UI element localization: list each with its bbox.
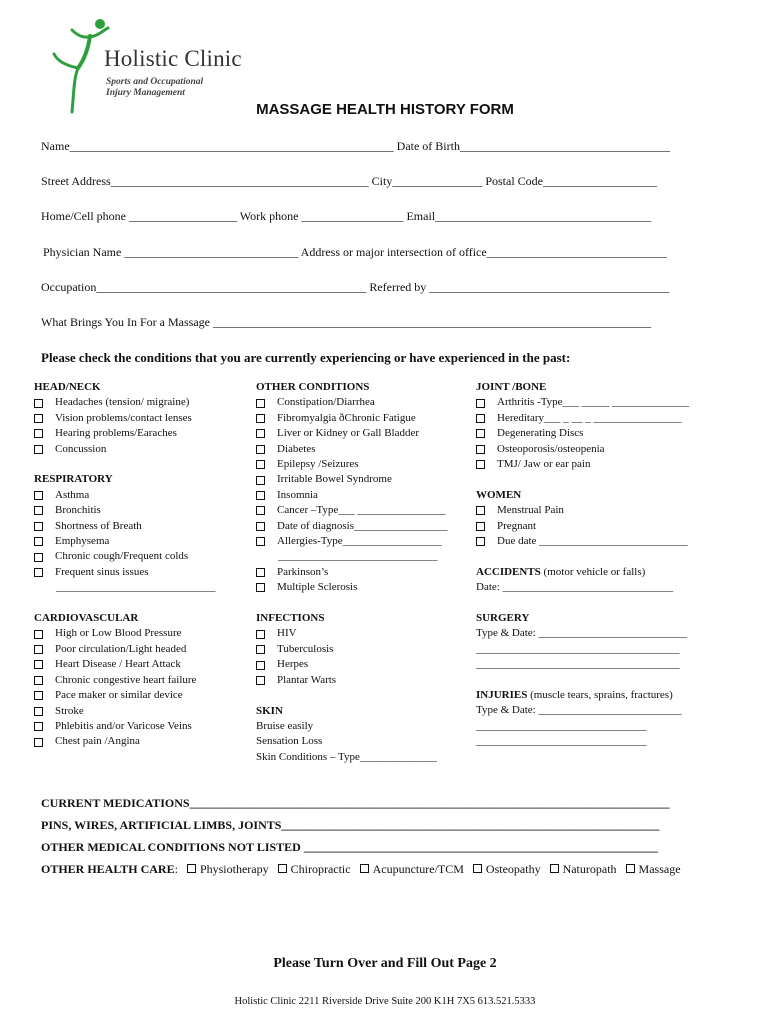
- other-health-care-label: OTHER HEALTH CARE: [41, 862, 175, 876]
- other-conditions-field[interactable]: OTHER MEDICAL CONDITIONS NOT LISTED ___________________________________________________________: [41, 840, 658, 854]
- occupation-field[interactable]: Occupation_____________________________________________ Referred by ________________________________________: [41, 280, 670, 294]
- section-respiratory: RESPIRATORY: [34, 473, 113, 486]
- option-acupuncture[interactable]: Acupuncture/TCM: [354, 862, 464, 876]
- checkbox-item[interactable]: Herpes: [256, 657, 447, 672]
- checkbox-item[interactable]: Frequent sinus issues: [34, 565, 216, 580]
- checkbox-item[interactable]: Constipation/Diarrhea: [256, 395, 447, 410]
- section-head-neck: HEAD/NECK: [34, 381, 101, 393]
- pins-wires-field[interactable]: PINS, WIRES, ARTIFICIAL LIMBS, JOINTS_______________________________________________________________: [41, 818, 660, 832]
- form-title: MASSAGE HEALTH HISTORY FORM: [256, 101, 514, 118]
- skin-line: Bruise easily: [256, 719, 314, 732]
- reason-field[interactable]: What Brings You In For a Massage _________________________________________________________________________: [41, 315, 651, 329]
- checkbox-item[interactable]: Insomnia: [256, 488, 447, 503]
- other-health-care: OTHER HEALTH CARE: Physiotherapy Chiropractic Acupuncture/TCM Osteopathy Naturopath Massage: [41, 862, 681, 876]
- checkbox-item[interactable]: HIV: [256, 626, 447, 641]
- checkbox-item[interactable]: Degenerating Discs: [476, 426, 689, 441]
- checkbox-item[interactable]: Arthritis -Type___ _____ ______________: [476, 395, 689, 410]
- checkbox-item[interactable]: Parkinson’s: [256, 565, 447, 580]
- clinic-tagline: Sports and Occupational Injury Management: [106, 77, 204, 98]
- checkbox-item[interactable]: Epilepsy /Seizures: [256, 457, 447, 472]
- checkbox-item[interactable]: Stroke: [34, 704, 216, 719]
- checkbox-item[interactable]: Diabetes: [256, 442, 447, 457]
- section-skin: SKIN: [256, 704, 283, 717]
- column-2: [256, 380, 447, 765]
- checkbox-item[interactable]: Pace maker or similar device: [34, 688, 216, 703]
- section-injuries: INJURIES (muscle tears, sprains, fractures): [476, 689, 673, 702]
- checkbox-item[interactable]: Liver or Kidney or Gall Bladder: [256, 426, 447, 441]
- footer-address: Holistic Clinic 2211 Riverside Drive Suite 200 K1H 7X5 613.521.5333: [234, 996, 536, 1007]
- checkbox-item[interactable]: Plantar Warts: [256, 673, 447, 688]
- option-naturopath[interactable]: Naturopath: [544, 862, 617, 876]
- checkbox-item[interactable]: Asthma: [34, 488, 216, 503]
- section-accidents: ACCIDENTS (motor vehicle or falls): [476, 565, 646, 578]
- checkbox-item[interactable]: Concussion: [34, 442, 216, 457]
- respiratory-blank[interactable]: _____________________________: [56, 581, 216, 594]
- checkbox-item[interactable]: Due date ___________________________: [476, 534, 689, 549]
- checkbox-item[interactable]: High or Low Blood Pressure: [34, 626, 216, 641]
- surgery-line[interactable]: Type & Date: ___________________________: [476, 627, 687, 640]
- skin-line[interactable]: Skin Conditions – Type______________: [256, 750, 437, 763]
- surgery-line[interactable]: _____________________________________: [476, 658, 680, 671]
- clinic-name: Holistic Clinic: [104, 46, 242, 71]
- accidents-date[interactable]: Date: _______________________________: [476, 581, 674, 594]
- address-field[interactable]: Street Address___________________________________________ City_______________ Postal Code___________________: [41, 174, 657, 188]
- checkbox-item[interactable]: Allergies-Type__________________: [256, 534, 447, 549]
- checkbox-item[interactable]: TMJ/ Jaw or ear pain: [476, 457, 689, 472]
- checkbox-item[interactable]: Hearing problems/Earaches: [34, 426, 216, 441]
- option-massage[interactable]: Massage: [620, 862, 681, 876]
- checkbox-item[interactable]: Chronic congestive heart failure: [34, 673, 216, 688]
- skin-line: Sensation Loss: [256, 735, 323, 748]
- column-1: [34, 380, 216, 750]
- injuries-line[interactable]: Type & Date: __________________________: [476, 704, 682, 717]
- section-other-conditions: OTHER CONDITIONS: [256, 381, 370, 393]
- checkbox-item[interactable]: Headaches (tension/ migraine): [34, 395, 216, 410]
- injuries-line[interactable]: _______________________________: [476, 735, 647, 748]
- section-surgery: SURGERY: [476, 612, 530, 625]
- physician-field[interactable]: Physician Name _____________________________ Address or major intersection of office______________________________: [43, 245, 667, 259]
- column-3: [476, 380, 689, 750]
- checkbox-item[interactable]: Cancer –Type___ ________________: [256, 503, 447, 518]
- option-osteopathy[interactable]: Osteopathy: [467, 862, 541, 876]
- checkbox-item[interactable]: Irritable Bowel Syndrome: [256, 472, 447, 487]
- section-joint-bone: JOINT /BONE: [476, 381, 547, 393]
- checkbox-item[interactable]: Chronic cough/Frequent colds: [34, 549, 216, 564]
- checkbox-item[interactable]: Emphysema: [34, 534, 216, 549]
- checkbox-item[interactable]: Pregnant: [476, 519, 689, 534]
- injuries-line[interactable]: _______________________________: [476, 719, 647, 732]
- section-cardiovascular: CARDIOVASCULAR: [34, 612, 139, 625]
- checkbox-item[interactable]: Date of diagnosis_________________: [256, 519, 447, 534]
- checkbox-item[interactable]: Tuberculosis: [256, 642, 447, 657]
- phone-email-field[interactable]: Home/Cell phone __________________ Work phone _________________ Email____________________________________: [41, 209, 652, 223]
- option-chiropractic[interactable]: Chiropractic: [272, 862, 351, 876]
- turn-over-note: Please Turn Over and Fill Out Page 2: [273, 956, 497, 971]
- checkbox-item[interactable]: Fibromyalgia ðChronic Fatigue: [256, 411, 447, 426]
- checkbox-item[interactable]: Osteoporosis/osteopenia: [476, 442, 689, 457]
- checkbox-item[interactable]: Heart Disease / Heart Attack: [34, 657, 216, 672]
- checkbox-item[interactable]: Bronchitis: [34, 503, 216, 518]
- checkbox-item[interactable]: Phlebitis and/or Varicose Veins: [34, 719, 216, 734]
- checkbox-item[interactable]: Vision problems/contact lenses: [34, 411, 216, 426]
- checkbox-item[interactable]: Menstrual Pain: [476, 503, 689, 518]
- conditions-heading: Please check the conditions that you are currently experiencing or have experienced in the past:: [41, 350, 571, 365]
- checkbox-item[interactable]: Shortness of Breath: [34, 519, 216, 534]
- checkbox-item[interactable]: Hereditary___ _ __ _ ________________: [476, 411, 689, 426]
- name-dob-field[interactable]: Name______________________________________________________ Date of Birth___________________________________: [41, 139, 670, 153]
- section-women: WOMEN: [476, 488, 522, 501]
- surgery-line[interactable]: _____________________________________: [476, 642, 680, 655]
- allergies-blank[interactable]: _____________________________: [278, 550, 438, 563]
- section-infections: INFECTIONS: [256, 612, 325, 625]
- option-physiotherapy[interactable]: Physiotherapy: [181, 862, 269, 876]
- checkbox-item[interactable]: Multiple Sclerosis: [256, 580, 447, 595]
- current-medications-field[interactable]: CURRENT MEDICATIONS________________________________________________________________________________: [41, 796, 670, 810]
- checkbox-item[interactable]: Chest pain /Angina: [34, 734, 216, 749]
- checkbox-item[interactable]: Poor circulation/Light headed: [34, 642, 216, 657]
